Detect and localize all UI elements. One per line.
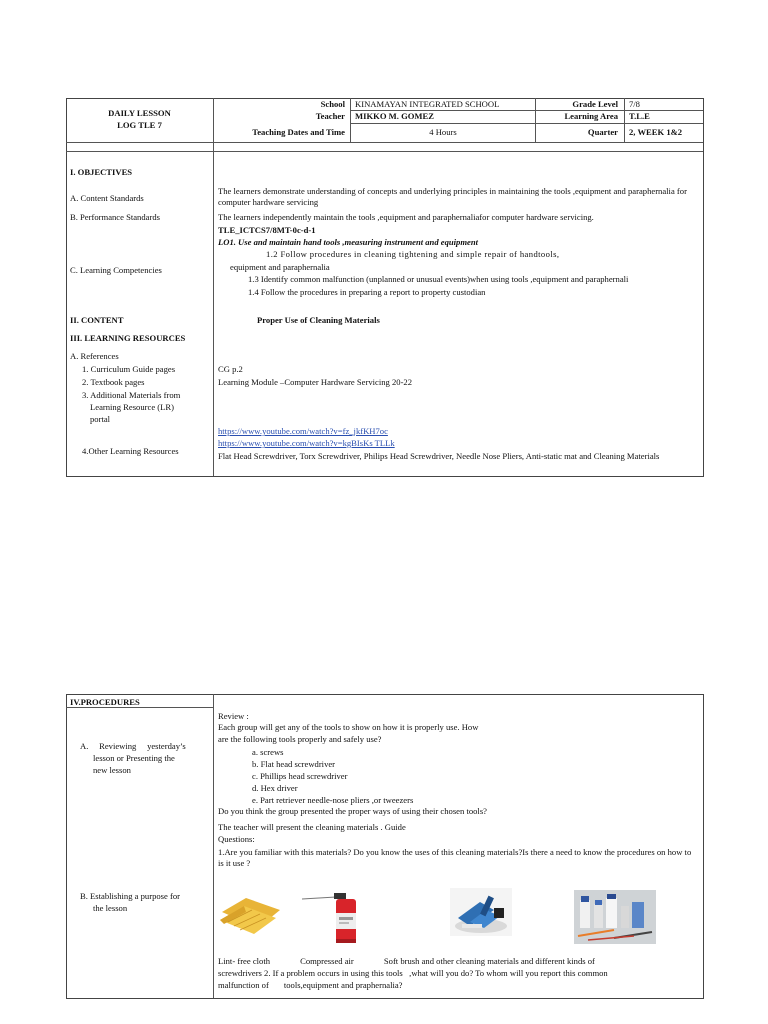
resources-heading: III. LEARNING RESOURCES (70, 333, 186, 343)
procedure-b-label-1: B. Establishing a purpose for (80, 891, 181, 901)
question-1: 1.Are you familiar with this materials? Do you know the uses of this cleaning materials?Is there a need to know the procedures on how to is it use ? (218, 847, 692, 868)
competency-1-3: 1.3 Identify common malfunction (unplanned or unusual events)when using tools ,equipment and paraphernali (248, 274, 629, 284)
other-resources-text: Flat Head Screwdriver, Torx Screwdriver, Philips Head Screwdriver, Needle Nose Pliers, Anti-static mat and Cleaning Materials (218, 451, 660, 461)
gap-row-line (66, 151, 703, 152)
additional-materials-label-2: Learning Resource (LR) (90, 402, 174, 412)
header-col-line-4 (624, 98, 625, 142)
review-line-1: Each group will get any of the tools to show on how it is properly use. How (218, 722, 479, 732)
performance-standards-text: The learners independently maintain the tools ,equipment and paraphernaliafor computer hardware servicing. (218, 212, 594, 222)
competency-1-2a: 1.2 Follow procedures in cleaning tightening and simple repair of handtools, (266, 249, 560, 259)
grade-label: Grade Level (572, 99, 618, 109)
learning-competencies-label: C. Learning Competencies (70, 265, 162, 275)
youtube-link-2[interactable]: https://www.youtube.com/watch?v=kgBIsKs TLLk (218, 438, 395, 448)
procedure-a-label-1: A. Reviewing yesterday’s (80, 741, 186, 751)
school-value: KINAMAYAN INTEGRATED SCHOOL (355, 99, 500, 109)
review-line-2: are the following tools properly and safely use? (218, 734, 382, 744)
lo1-text: LO1. Use and maintain hand tools ,measuring instrument and equipment (218, 237, 479, 247)
procedures-col-line (213, 694, 214, 998)
content-standards-label: A. Content Standards (70, 193, 144, 203)
procedure-a-label-2: lesson or Presenting the (93, 753, 175, 763)
cleaning-kit-image (574, 890, 656, 944)
lint-free-cloth-image (218, 894, 284, 936)
textbook-label: 2. Textbook pages (82, 377, 145, 387)
procedures-heading: IV.PROCEDURES (70, 697, 140, 707)
dates-label: Teaching Dates and Time (252, 127, 345, 137)
textbook-value: Learning Module –Computer Hardware Servicing 20-22 (218, 377, 413, 387)
quarter-label: Quarter (587, 127, 618, 137)
teacher-label: Teacher (315, 111, 345, 121)
other-resources-label: 4.Other Learning Resources (82, 446, 179, 456)
compressed-air-image (300, 891, 360, 947)
review-heading: Review : (218, 711, 249, 721)
procedure-b-label-2: the lesson (93, 903, 128, 913)
cg-label: 1. Curriculum Guide pages (82, 364, 176, 374)
cg-value: CG p.2 (218, 364, 243, 374)
procedure-a-label-3: new lesson (93, 765, 131, 775)
quarter-value: 2, WEEK 1&2 (629, 127, 683, 137)
school-label: School (320, 99, 345, 109)
header-col-line-1 (213, 98, 214, 476)
dates-value: 4 Hours (429, 127, 457, 137)
review-question: Do you think the group presented the proper ways of using their chosen tools? (218, 806, 487, 816)
review-list-item: d. Hex driver (252, 783, 298, 793)
grade-value: 7/8 (629, 99, 640, 109)
image-caption-line-3: malfunction of tools,equipment and praphernalia? (218, 980, 403, 990)
area-label: Learning Area (564, 111, 618, 121)
review-list-item: c. Phillips head screwdriver (252, 771, 348, 781)
doc-title-line1: DAILY LESSON (108, 108, 171, 118)
competency-1-4: 1.4 Follow the procedures in preparing a report to property custodian (248, 287, 486, 297)
image-caption-line-1: Lint- free cloth Compressed air Soft brush and other cleaning materials and different kinds of (218, 956, 595, 966)
content-topic: Proper Use of Cleaning Materials (257, 315, 380, 325)
header-divider (66, 142, 703, 143)
youtube-link-1[interactable]: https://www.youtube.com/watch?v=fz_jkfKH7oc (218, 426, 388, 436)
content-standards-text: The learners demonstrate understanding of concepts and underlying principles in maintaining the tools ,equipment and paraphernalia for computer hardware servicing (218, 186, 687, 207)
review-list-item: a. screws (252, 747, 284, 757)
soft-brush-image (450, 888, 512, 936)
review-list-item: b. Flat head screwdriver (252, 759, 336, 769)
review-list-item: e. Part retriever needle-nose pliers ,or tweezers (252, 795, 414, 805)
additional-materials-label-3: portal (90, 414, 111, 424)
content-heading: II. CONTENT (70, 315, 124, 325)
performance-standards-label: B. Performance Standards (70, 212, 160, 222)
teacher-value: MIKKO M. GOMEZ (355, 111, 435, 121)
present-text: The teacher will present the cleaning materials . Guide (218, 822, 406, 832)
questions-label: Questions: (218, 834, 255, 844)
objectives-heading: I. OBJECTIVES (70, 167, 133, 177)
additional-materials-label-1: 3. Additional Materials from (82, 390, 181, 400)
header-row-line-2 (350, 123, 703, 124)
image-caption-line-2: screwdrivers 2. If a problem occurs in using this tools ,what will you do? To whom will you report this common (218, 968, 608, 978)
doc-title-line2: LOG TLE 7 (117, 120, 162, 130)
competency-code: TLE_ICTCS7/8MT-0c-d-1 (218, 225, 316, 235)
references-label: A. References (70, 351, 119, 361)
competency-1-2b: equipment and paraphernalia (230, 262, 330, 272)
area-value: T.L.E (629, 111, 650, 121)
